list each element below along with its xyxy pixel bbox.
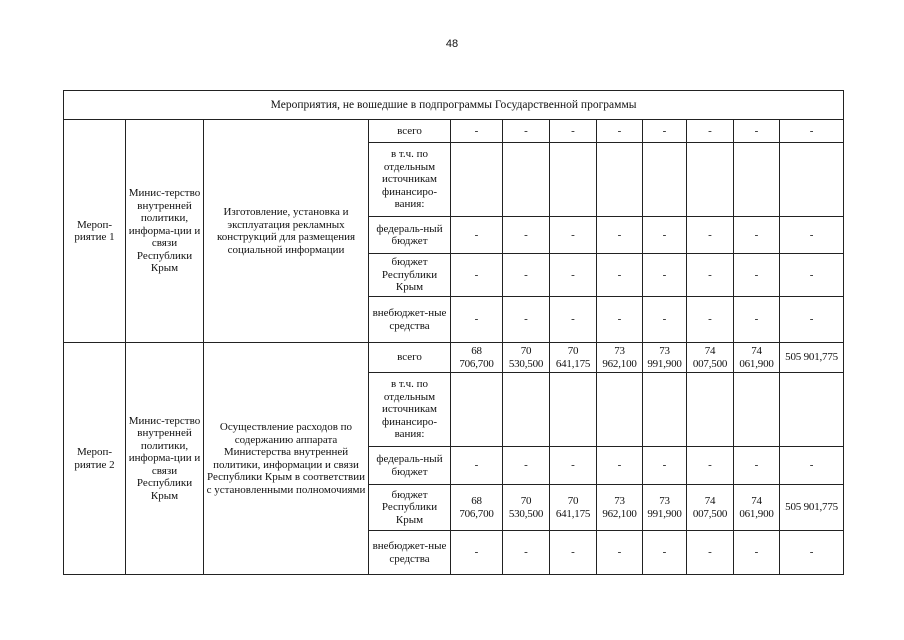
year-value: - xyxy=(643,217,687,254)
table-row xyxy=(64,343,844,373)
year-value xyxy=(503,373,550,447)
year-value: - xyxy=(687,447,734,485)
year-value: - xyxy=(550,447,597,485)
year-value xyxy=(503,143,550,217)
year-value xyxy=(687,143,734,217)
total-value xyxy=(780,143,844,217)
total-value: 505 901,775 xyxy=(780,485,844,531)
year-value: 70 641,175 xyxy=(550,343,597,373)
year-value: - xyxy=(550,254,597,297)
year-value: - xyxy=(451,217,503,254)
year-value: - xyxy=(643,531,687,575)
year-value xyxy=(687,373,734,447)
year-value: 74 061,900 xyxy=(734,343,780,373)
year-value: - xyxy=(734,447,780,485)
funding-source: в т.ч. по отдельным источникам финансиро-вания: xyxy=(369,373,451,447)
total-value: - xyxy=(780,217,844,254)
event-name: Мероп-риятие 2 xyxy=(64,343,126,575)
year-value: - xyxy=(451,447,503,485)
year-value: - xyxy=(597,447,643,485)
year-value: 68 706,700 xyxy=(451,485,503,531)
year-value: - xyxy=(597,531,643,575)
funding-source: внебюджет-ные средства xyxy=(369,297,451,343)
year-value: - xyxy=(597,120,643,143)
year-value: 74 061,900 xyxy=(734,485,780,531)
year-value: - xyxy=(734,254,780,297)
funding-source: всего xyxy=(369,343,451,373)
responsible-ministry: Минис-терство внутренней политики, информа-ции и связи Республики Крым xyxy=(126,120,204,343)
year-value: - xyxy=(687,297,734,343)
year-value xyxy=(734,143,780,217)
year-value: - xyxy=(597,297,643,343)
year-value: - xyxy=(734,217,780,254)
total-value: - xyxy=(780,297,844,343)
year-value xyxy=(643,143,687,217)
event-description: Изготовление, установка и эксплуатация рекламных конструкций для размещения социальной информации xyxy=(204,120,369,343)
funding-source: федераль-ный бюджет xyxy=(369,217,451,254)
total-value xyxy=(780,373,844,447)
year-value: 74 007,500 xyxy=(687,485,734,531)
total-value: - xyxy=(780,447,844,485)
year-value: 73 962,100 xyxy=(597,343,643,373)
year-value: - xyxy=(643,297,687,343)
year-value: 73 991,900 xyxy=(643,485,687,531)
table-row xyxy=(64,120,844,143)
funding-source: федераль-ный бюджет xyxy=(369,447,451,485)
page-number: 48 xyxy=(445,38,459,50)
year-value: - xyxy=(643,254,687,297)
year-value: - xyxy=(687,531,734,575)
year-value: - xyxy=(643,447,687,485)
year-value: - xyxy=(503,297,550,343)
year-value: 68 706,700 xyxy=(451,343,503,373)
year-value: - xyxy=(550,120,597,143)
year-value: - xyxy=(687,120,734,143)
year-value xyxy=(734,373,780,447)
year-value xyxy=(550,373,597,447)
event-description: Осуществление расходов по содержанию аппарата Министерства внутренней политики, информации и связи Республики Крым в соответствии с установленными полномочиями xyxy=(204,343,369,575)
table-header-row xyxy=(64,91,844,120)
year-value: - xyxy=(550,297,597,343)
event-name: Мероп-риятие 1 xyxy=(64,120,126,343)
year-value: - xyxy=(734,120,780,143)
financing-table xyxy=(63,90,844,575)
year-value: 70 641,175 xyxy=(550,485,597,531)
year-value: - xyxy=(503,447,550,485)
funding-source: в т.ч. по отдельным источникам финансиро-вания: xyxy=(369,143,451,217)
year-value: - xyxy=(597,217,643,254)
total-value: - xyxy=(780,254,844,297)
table-header: Мероприятия, не вошедшие в подпрограммы Государственной программы xyxy=(64,91,844,120)
year-value xyxy=(451,143,503,217)
year-value: - xyxy=(451,531,503,575)
total-value: 505 901,775 xyxy=(780,343,844,373)
year-value: - xyxy=(550,217,597,254)
funding-source: бюджет Республики Крым xyxy=(369,485,451,531)
year-value xyxy=(643,373,687,447)
year-value: - xyxy=(734,531,780,575)
responsible-ministry: Минис-терство внутренней политики, информа-ции и связи Республики Крым xyxy=(126,343,204,575)
year-value: 70 530,500 xyxy=(503,343,550,373)
year-value: - xyxy=(643,120,687,143)
funding-source: бюджет Республики Крым xyxy=(369,254,451,297)
funding-source: всего xyxy=(369,120,451,143)
year-value: - xyxy=(451,254,503,297)
year-value xyxy=(597,143,643,217)
year-value xyxy=(451,373,503,447)
year-value: 74 007,500 xyxy=(687,343,734,373)
year-value: - xyxy=(687,217,734,254)
year-value: - xyxy=(687,254,734,297)
year-value: - xyxy=(503,254,550,297)
year-value: - xyxy=(503,531,550,575)
year-value: 73 962,100 xyxy=(597,485,643,531)
year-value xyxy=(597,373,643,447)
year-value: - xyxy=(451,297,503,343)
year-value: - xyxy=(734,297,780,343)
year-value: - xyxy=(597,254,643,297)
funding-source: внебюджет-ные средства xyxy=(369,531,451,575)
total-value: - xyxy=(780,531,844,575)
year-value: - xyxy=(503,120,550,143)
total-value: - xyxy=(780,120,844,143)
year-value: 73 991,900 xyxy=(643,343,687,373)
year-value: - xyxy=(503,217,550,254)
year-value: - xyxy=(550,531,597,575)
year-value: 70 530,500 xyxy=(503,485,550,531)
year-value xyxy=(550,143,597,217)
year-value: - xyxy=(451,120,503,143)
